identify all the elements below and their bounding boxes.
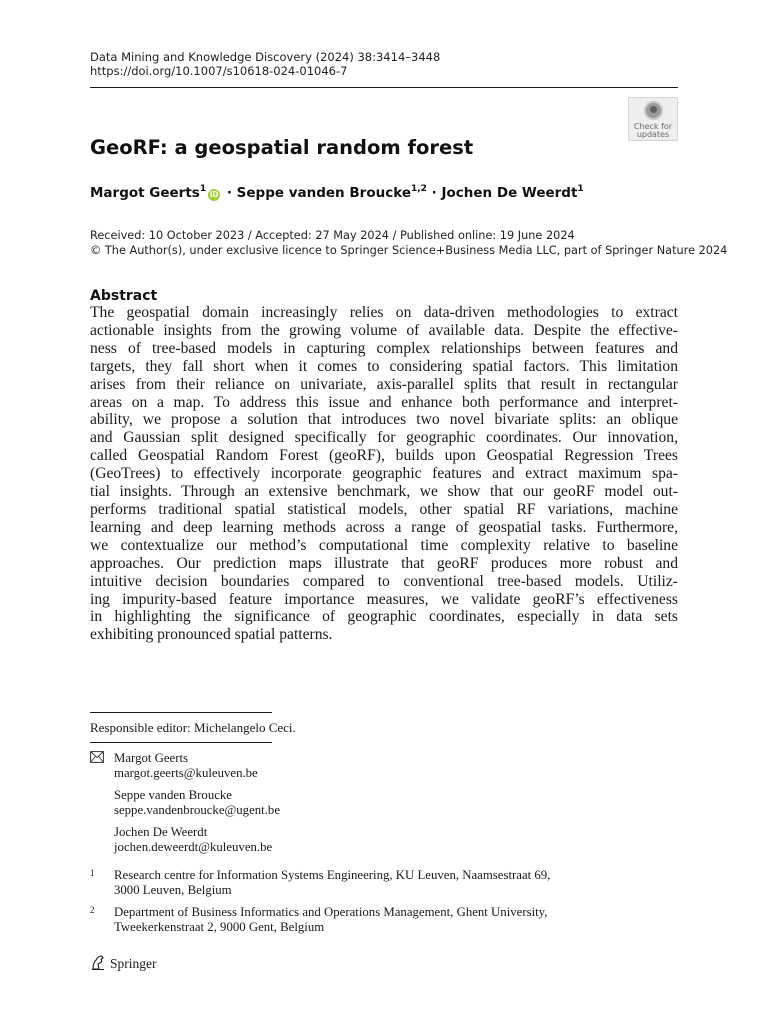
contact-name: Seppe vanden Broucke bbox=[114, 788, 232, 802]
author-list bbox=[90, 184, 584, 201]
publication-dates: Received: 10 October 2023 / Accepted: 27 May 2024 / Published online: 19 June 2024 bbox=[90, 229, 575, 242]
abstract-line: actionable insights from the growing volume of available data. Despite the effective- bbox=[90, 321, 678, 339]
abstract-line: in highlighting the significance of geographic coordinates, especially in data sets bbox=[90, 608, 678, 626]
envelope-icon bbox=[90, 751, 104, 763]
springer-horse-icon bbox=[90, 954, 107, 971]
copyright-notice: © The Author(s), under exclusive licence to Springer Science+Business Media LLC, part of Springer Nature 2024 bbox=[90, 244, 728, 257]
abstract-line: The geospatial domain increasingly relies on data-driven methodologies to extract bbox=[90, 304, 678, 321]
affiliation-number: 1 bbox=[90, 868, 95, 878]
check-for-updates-icon bbox=[644, 101, 663, 120]
responsible-editor: Responsible editor: Michelangelo Ceci. bbox=[90, 720, 296, 735]
abstract-line: ing impurity-based feature importance measures, we validate geoRF’s effectiveness bbox=[90, 590, 678, 608]
footnote-rule bbox=[90, 742, 272, 743]
contact-name: Margot Geerts bbox=[114, 751, 189, 765]
abstract-line: exhibiting pronounced spatial patterns. bbox=[90, 626, 333, 644]
publisher-name: Springer bbox=[110, 956, 157, 971]
doi-link[interactable]: https://doi.org/10.1007/s10618-024-01046-7 bbox=[90, 64, 348, 78]
footnote-rule bbox=[90, 712, 272, 713]
contact-email[interactable]: seppe.vandenbroucke@ugent.be bbox=[114, 803, 280, 817]
author-name: Seppe vanden Broucke bbox=[236, 185, 411, 201]
affiliation-line: 3000 Leuven, Belgium bbox=[114, 883, 232, 897]
abstract-line: called Geospatial Random Forest (geoRF), builds upon Geospatial Regression Trees bbox=[90, 447, 678, 465]
journal-citation: Data Mining and Knowledge Discovery (2024) 38:3414–3448 bbox=[90, 50, 441, 64]
abstract-line: learning and deep learning methods across a range of geospatial tasks. Furthermore, bbox=[90, 518, 678, 536]
abstract-line: tial insights. Through an extensive benchmark, we show that our geoRF model out- bbox=[90, 483, 678, 501]
badge-line-2: updates bbox=[636, 130, 670, 139]
author-name: Margot Geerts bbox=[90, 185, 200, 201]
author-separator: · bbox=[226, 185, 232, 201]
abstract-line: targets, they fall short when it comes to considering spatial factors. This limitation bbox=[90, 357, 678, 375]
affiliation-line: Research centre for Information Systems Engineering, KU Leuven, Naamsestraat 69, bbox=[114, 868, 551, 882]
affiliation-line: Tweekerkenstraat 2, 9000 Gent, Belgium bbox=[114, 920, 325, 934]
author-separator: · bbox=[431, 185, 437, 201]
abstract-line: ness of tree-based models in capturing complex relationships between features and bbox=[90, 339, 678, 357]
abstract-line: areas on a map. To address this issue and enhance both performance and interpret- bbox=[90, 393, 678, 411]
author-name: Jochen De Weerdt bbox=[441, 185, 578, 201]
contact-name: Jochen De Weerdt bbox=[114, 825, 208, 839]
orcid-icon[interactable]: iD bbox=[209, 190, 219, 199]
header-rule bbox=[90, 87, 678, 88]
abstract-line: (GeoTrees) to effectively incorporate geographic features and extract maximum spa- bbox=[90, 465, 678, 483]
affiliation-number: 2 bbox=[90, 905, 95, 915]
abstract-line: performs traditional spatial statistical models, other spatial RF variations, machine bbox=[90, 500, 678, 518]
author-affiliation-sup: 1 bbox=[577, 184, 584, 194]
abstract-line: ability, we propose a solution that introduces two novel bivariate splits: an oblique bbox=[90, 411, 678, 429]
contact-email[interactable]: jochen.deweerdt@kuleuven.be bbox=[114, 840, 273, 854]
publisher-logo bbox=[90, 954, 157, 972]
abstract-line: intuitive decision boundaries compared to conventional tree-based models. Utiliz- bbox=[90, 572, 678, 590]
author-affiliation-sup: 1,2 bbox=[410, 184, 427, 194]
affiliation-line: Department of Business Informatics and Operations Management, Ghent University, bbox=[114, 905, 548, 919]
abstract-line: and Gaussian split designed specifically for geographic coordinates. Our innovation, bbox=[90, 429, 678, 447]
abstract-line: approaches. Our prediction maps illustrate that geoRF produces more robust and bbox=[90, 554, 678, 572]
abstract-line: we contextualize our method’s computational time complexity relative to baseline bbox=[90, 536, 678, 554]
badge-line-1: Check for bbox=[633, 122, 673, 131]
abstract-body bbox=[90, 304, 678, 644]
paper-title: GeoRF: a geospatial random forest bbox=[90, 136, 474, 159]
contact-email[interactable]: margot.geerts@kuleuven.be bbox=[114, 766, 258, 780]
abstract-line: arises from their reliance on univariate, axis-parallel splits that result in rectangular bbox=[90, 375, 678, 393]
check-for-updates-badge[interactable] bbox=[628, 97, 678, 141]
abstract-heading: Abstract bbox=[90, 288, 158, 304]
author-affiliation-sup: 1 bbox=[199, 184, 207, 194]
